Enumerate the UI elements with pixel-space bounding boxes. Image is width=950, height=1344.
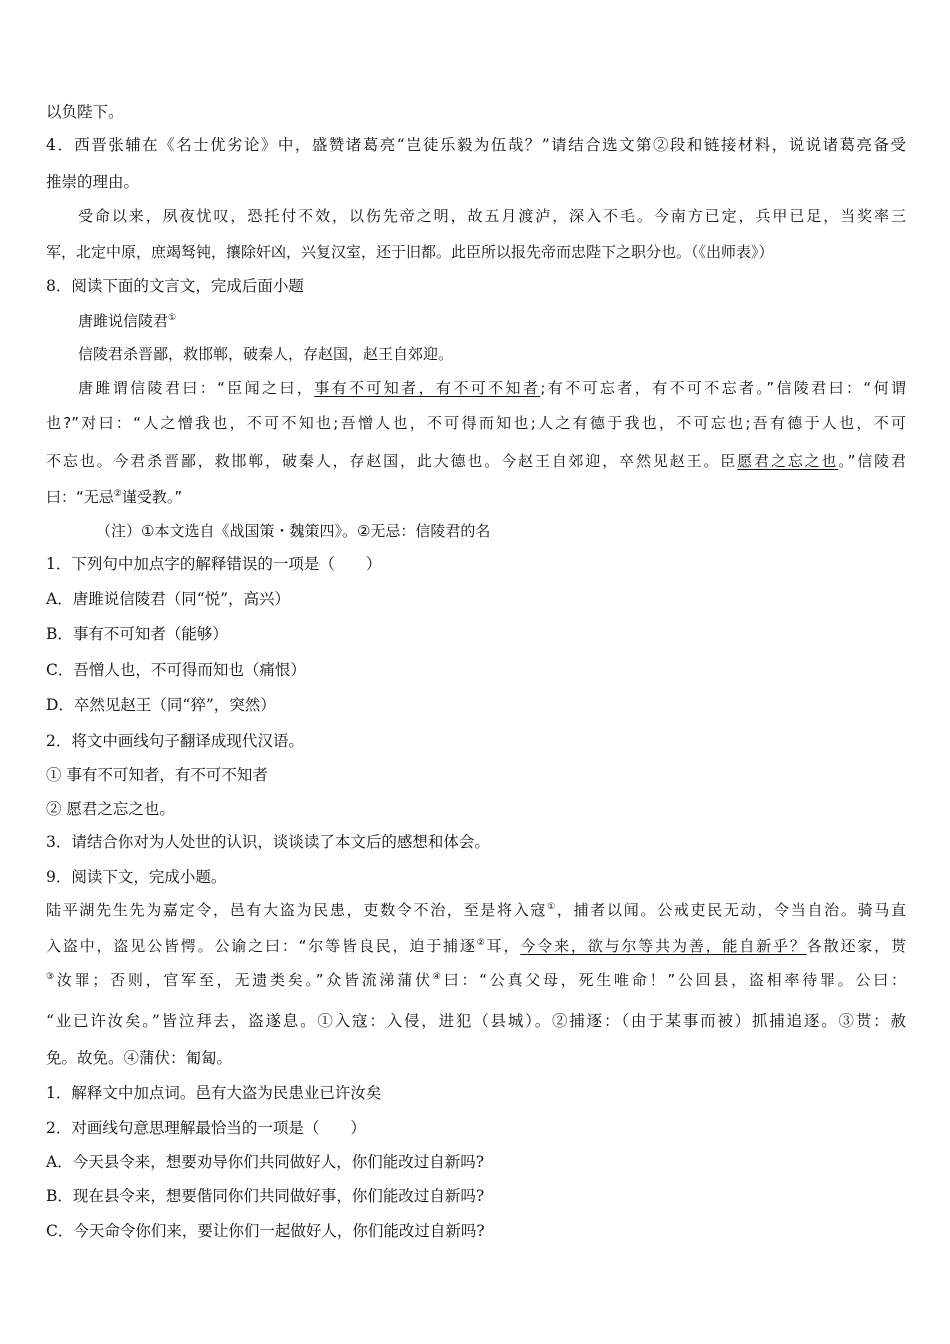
- sub-question: 3．请结合你对为人处世的认识，谈谈读了本文后的感想和体会。: [46, 833, 490, 851]
- translation-item: ① 事有不可知者，有不可不知者: [46, 766, 268, 784]
- underlined-sentence: 今令来，欲与尔等共为善，能自新乎？: [520, 937, 807, 955]
- translation-item: ② 愿君之忘之也。: [46, 800, 175, 818]
- sub-question: 1．下列句中加点字的解释错误的一项是（ ）: [46, 555, 382, 573]
- underlined-sentence: 愿君之忘之也: [737, 452, 839, 470]
- underlined-sentence: 事有不可知者，有不可不知者: [314, 379, 541, 397]
- option-c: C．今天命令你们来，要让你们一起做好人，你们能改过自新吗?: [46, 1222, 485, 1240]
- passage-line: 免。故免。④蒲伏：匍匐。: [46, 1049, 233, 1067]
- option-d: D．卒然见赵王（同“猝”，突然）: [46, 696, 276, 714]
- passage-line: 入盗中，盗见公皆愕。公谕之曰：“尔等皆良民，迫于捕逐②耳，今令来，欲与尔等共为善，能自新乎？各散还家，贳: [46, 937, 906, 955]
- option-a: A．今天县令来，想要劝导你们共同做好人，你们能改过自新吗?: [46, 1153, 485, 1171]
- text-line: 推崇的理由。: [46, 173, 140, 191]
- option-b: B．事有不可知者（能够）: [46, 625, 228, 643]
- option-a: A．唐雎说信陵君（同“悦”，高兴）: [46, 590, 291, 608]
- text-line: 以负陛下。: [46, 103, 124, 121]
- passage-line: 曰：“无忌②谨受教。”: [46, 488, 183, 506]
- passage-line: 信陵君杀晋鄙，救邯郸，破秦人，存赵国，赵王自郊迎。: [78, 345, 454, 363]
- sub-question: 2．对画线句意思理解最恰当的一项是（ ）: [46, 1119, 366, 1137]
- option-c: C．吾憎人也，不可得而知也（痛恨）: [46, 661, 306, 679]
- passage-line: 唐雎谓信陵君曰：“臣闻之曰，事有不可知者，有不可不知者;有不可忘者，有不可不忘者。”信陵君曰：“何谓: [78, 379, 906, 397]
- note-line: （注）①本文选自《战国策・魏策四》。②无忌：信陵君的名: [96, 522, 491, 540]
- passage-line: ③汝罪；否则，官军至，无遗类矣。”众皆流涕蒲伏④曰：“公真父母，死生唯命！”公回县，盗相率待罪。公曰：: [46, 971, 907, 989]
- option-b: B．现在县令来，想要偕同你们共同做好事，你们能改过自新吗?: [46, 1187, 485, 1205]
- question-9: 9．阅读下文，完成小题。: [46, 868, 227, 886]
- passage-line: 不忘也。今君杀晋鄙，救邯郸，破秦人，存赵国，此大德也。今赵王自郊迎，卒然见赵王。臣愿君之忘之也。”信陵君: [46, 452, 906, 470]
- passage-line: 也?”对曰：“人之憎我也，不可不知也;吾憎人也，不可得而知也;人之有德于我也，不可忘也;吾有德于人也，不可: [46, 414, 906, 432]
- question-4: 4．西晋张辅在《名士优劣论》中，盛赞诸葛亮“岂徒乐毅为伍哉？”请结合选文第②段和链接材料，说说诸葛亮备受: [46, 136, 906, 154]
- passage-title: 唐雎说信陵君①: [78, 312, 177, 330]
- sub-question: 2．将文中画线句子翻译成现代汉语。: [46, 732, 304, 750]
- sub-question: 1．解释文中加点词。邑有大盗为民患业已许汝矣: [46, 1084, 382, 1102]
- passage-line: “业已许汝矣。”皆泣拜去，盗遂息。①入寇：入侵，进犯（县城）。②捕逐：（由于某事而被）抓捕追逐。③贳：赦: [46, 1012, 906, 1030]
- quote-line: 受命以来，夙夜忧叹，恐托付不效，以伤先帝之明，故五月渡泸，深入不毛。今南方已定，兵甲已足，当奖率三: [78, 207, 906, 225]
- question-8: 8．阅读下面的文言文，完成后面小题: [46, 277, 304, 295]
- quote-line: 军，北定中原，庶竭驽钝，攘除奸凶，兴复汉室，还于旧都。此臣所以报先帝而忠陛下之职分也。（《出师表》）: [46, 243, 774, 261]
- passage-line: 陆平湖先生先为嘉定令，邑有大盗为民患，吏数令不治，至是将入寇①，捕者以闻。公戒吏民无动，令当自治。骑马直: [46, 901, 906, 919]
